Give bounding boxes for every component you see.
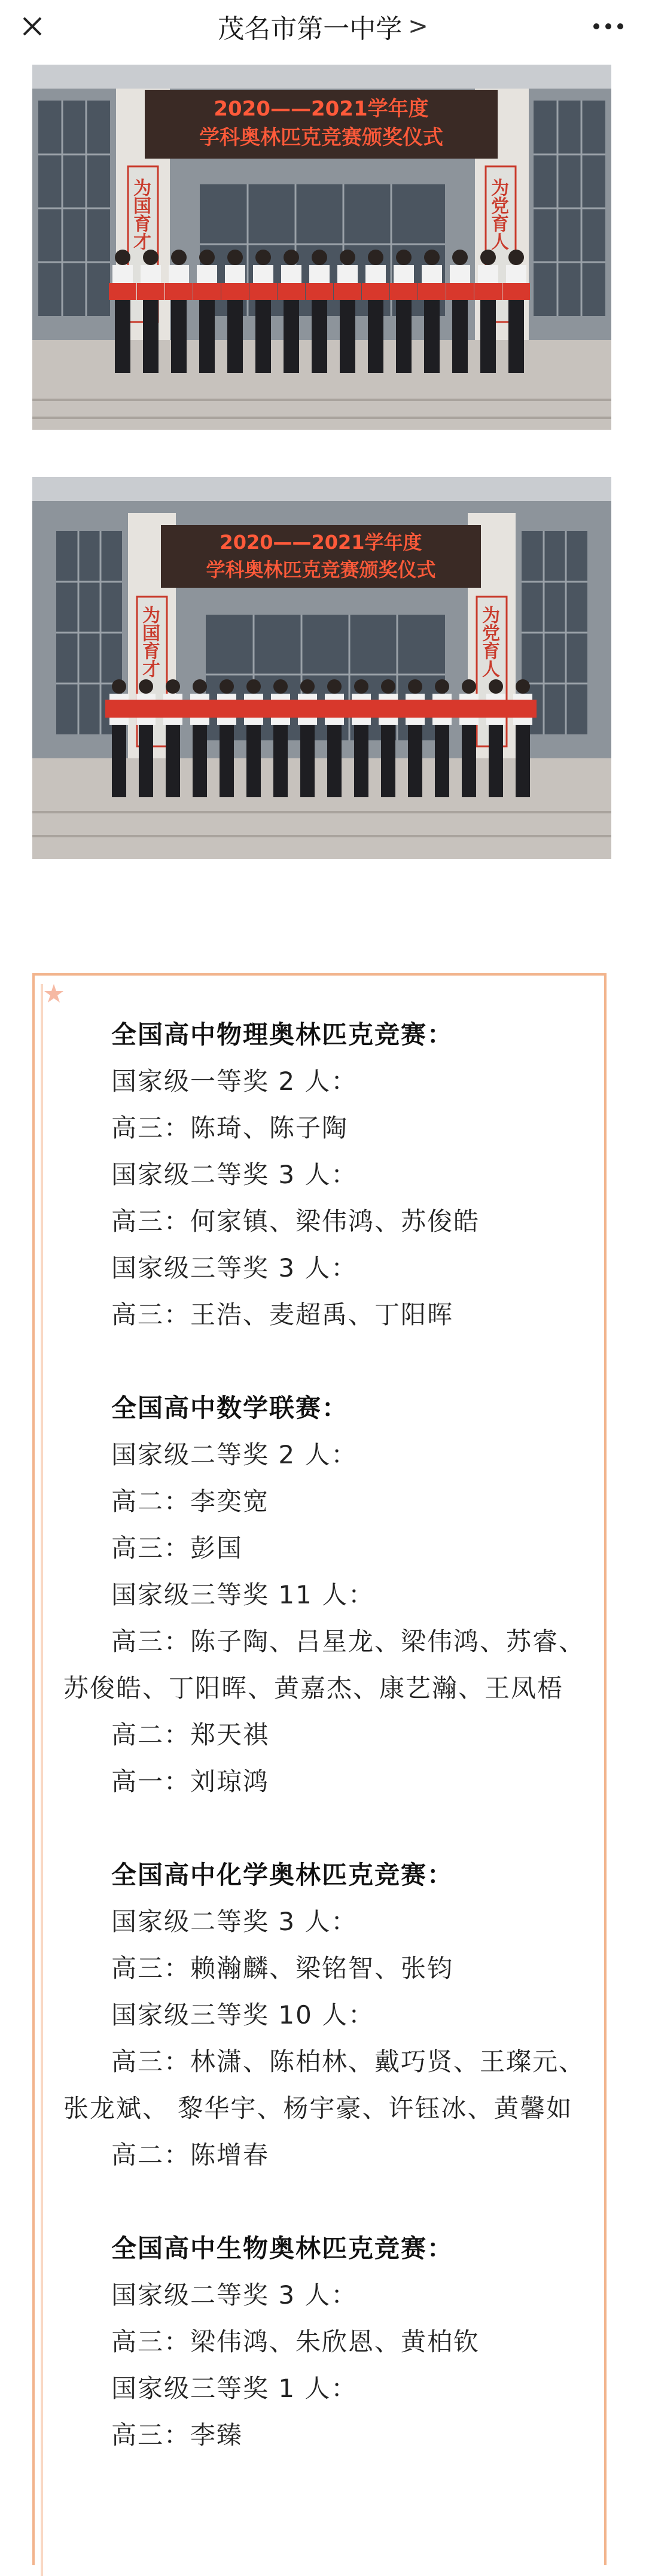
award-line: 国家级二等奖 3 人：	[111, 1907, 358, 1936]
award-line: 高三：王浩、麦超禹、丁阳晖	[111, 1300, 454, 1329]
panel-decor-line	[41, 984, 43, 2576]
chevron-right-icon[interactable]: >	[408, 13, 428, 40]
page-title[interactable]	[0, 0, 646, 53]
award-line: 国家级一等奖 2 人：	[111, 1067, 358, 1096]
more-dots-icon[interactable]	[587, 8, 629, 44]
award-line: 国家级二等奖 2 人：	[111, 1440, 358, 1469]
award-line: 高三：彭国	[111, 1533, 243, 1563]
award-line: 国家级三等奖 3 人：	[111, 1253, 358, 1283]
ceremony-photo-2	[32, 477, 611, 859]
award-section-title: 全国高中化学奥林匹克竞赛：	[111, 1860, 454, 1890]
award-line: 高三：何家镇、梁伟鸿、苏俊皓	[111, 1207, 480, 1236]
right-couplet: 为党育人	[487, 178, 508, 250]
award-line: 高三：赖瀚麟、梁铭智、张钧	[111, 1954, 454, 1983]
award-line: 国家级二等奖 3 人：	[111, 1160, 358, 1189]
award-line: 高三：陈子陶、吕星龙、梁伟鸿、苏睿、苏俊皓、丁阳晖、黄嘉杰、康艺瀚、王凤梧	[63, 1627, 586, 1703]
left-couplet: 为国育才	[130, 178, 151, 250]
star-icon	[42, 982, 66, 1006]
award-section-title: 全国高中数学联赛：	[111, 1393, 349, 1423]
awards-panel	[32, 973, 607, 2565]
banner-line-2: 学科奥林匹克竞赛颁奖仪式	[199, 126, 443, 150]
left-couplet: 为国育才	[139, 606, 160, 678]
award-section	[63, 1011, 596, 1338]
account-name[interactable]: 茂名市第一中学	[218, 14, 403, 44]
ceremony-photo-1	[32, 65, 611, 430]
award-line: 高二：郑天祺	[111, 1720, 270, 1749]
award-line: 高三：李臻	[111, 2420, 243, 2450]
banner-line-2: 学科奥林匹克竞赛颁奖仪式	[206, 558, 436, 581]
banner-line-1: 2020——2021学年度	[214, 97, 429, 121]
banner-line-1: 2020——2021学年度	[220, 531, 422, 554]
award-line: 高三：陈琦、陈子陶	[111, 1113, 349, 1143]
award-line: 国家级三等奖 11 人：	[111, 1580, 375, 1609]
award-section	[63, 1385, 596, 1805]
award-section-title: 全国高中生物奥林匹克竞赛：	[111, 2234, 454, 2263]
award-line: 高三：梁伟鸿、朱欣恩、黄柏钦	[111, 2327, 480, 2356]
award-line: 国家级三等奖 1 人：	[111, 2374, 358, 2403]
right-couplet: 为党育人	[479, 606, 499, 678]
award-section-title: 全国高中物理奥林匹克竞赛：	[111, 1020, 454, 1049]
award-line: 高三：林潇、陈柏林、戴巧贤、王璨元、张龙斌、 黎华宇、杨宇豪、许钰冰、黄馨如	[63, 2047, 586, 2123]
top-navbar	[0, 0, 646, 53]
award-line: 高二：陈增春	[111, 2140, 270, 2170]
awards-content	[63, 1011, 596, 2505]
award-line: 高二：李奕宽	[111, 1487, 270, 1516]
award-section	[63, 2225, 596, 2459]
award-line: 国家级二等奖 3 人：	[111, 2280, 358, 2310]
award-section	[63, 1852, 596, 2179]
award-line: 国家级三等奖 10 人：	[111, 2000, 375, 2030]
award-line: 高一：刘琼鸿	[111, 1767, 270, 1796]
banner-text	[145, 95, 498, 152]
banner-text	[161, 528, 481, 584]
